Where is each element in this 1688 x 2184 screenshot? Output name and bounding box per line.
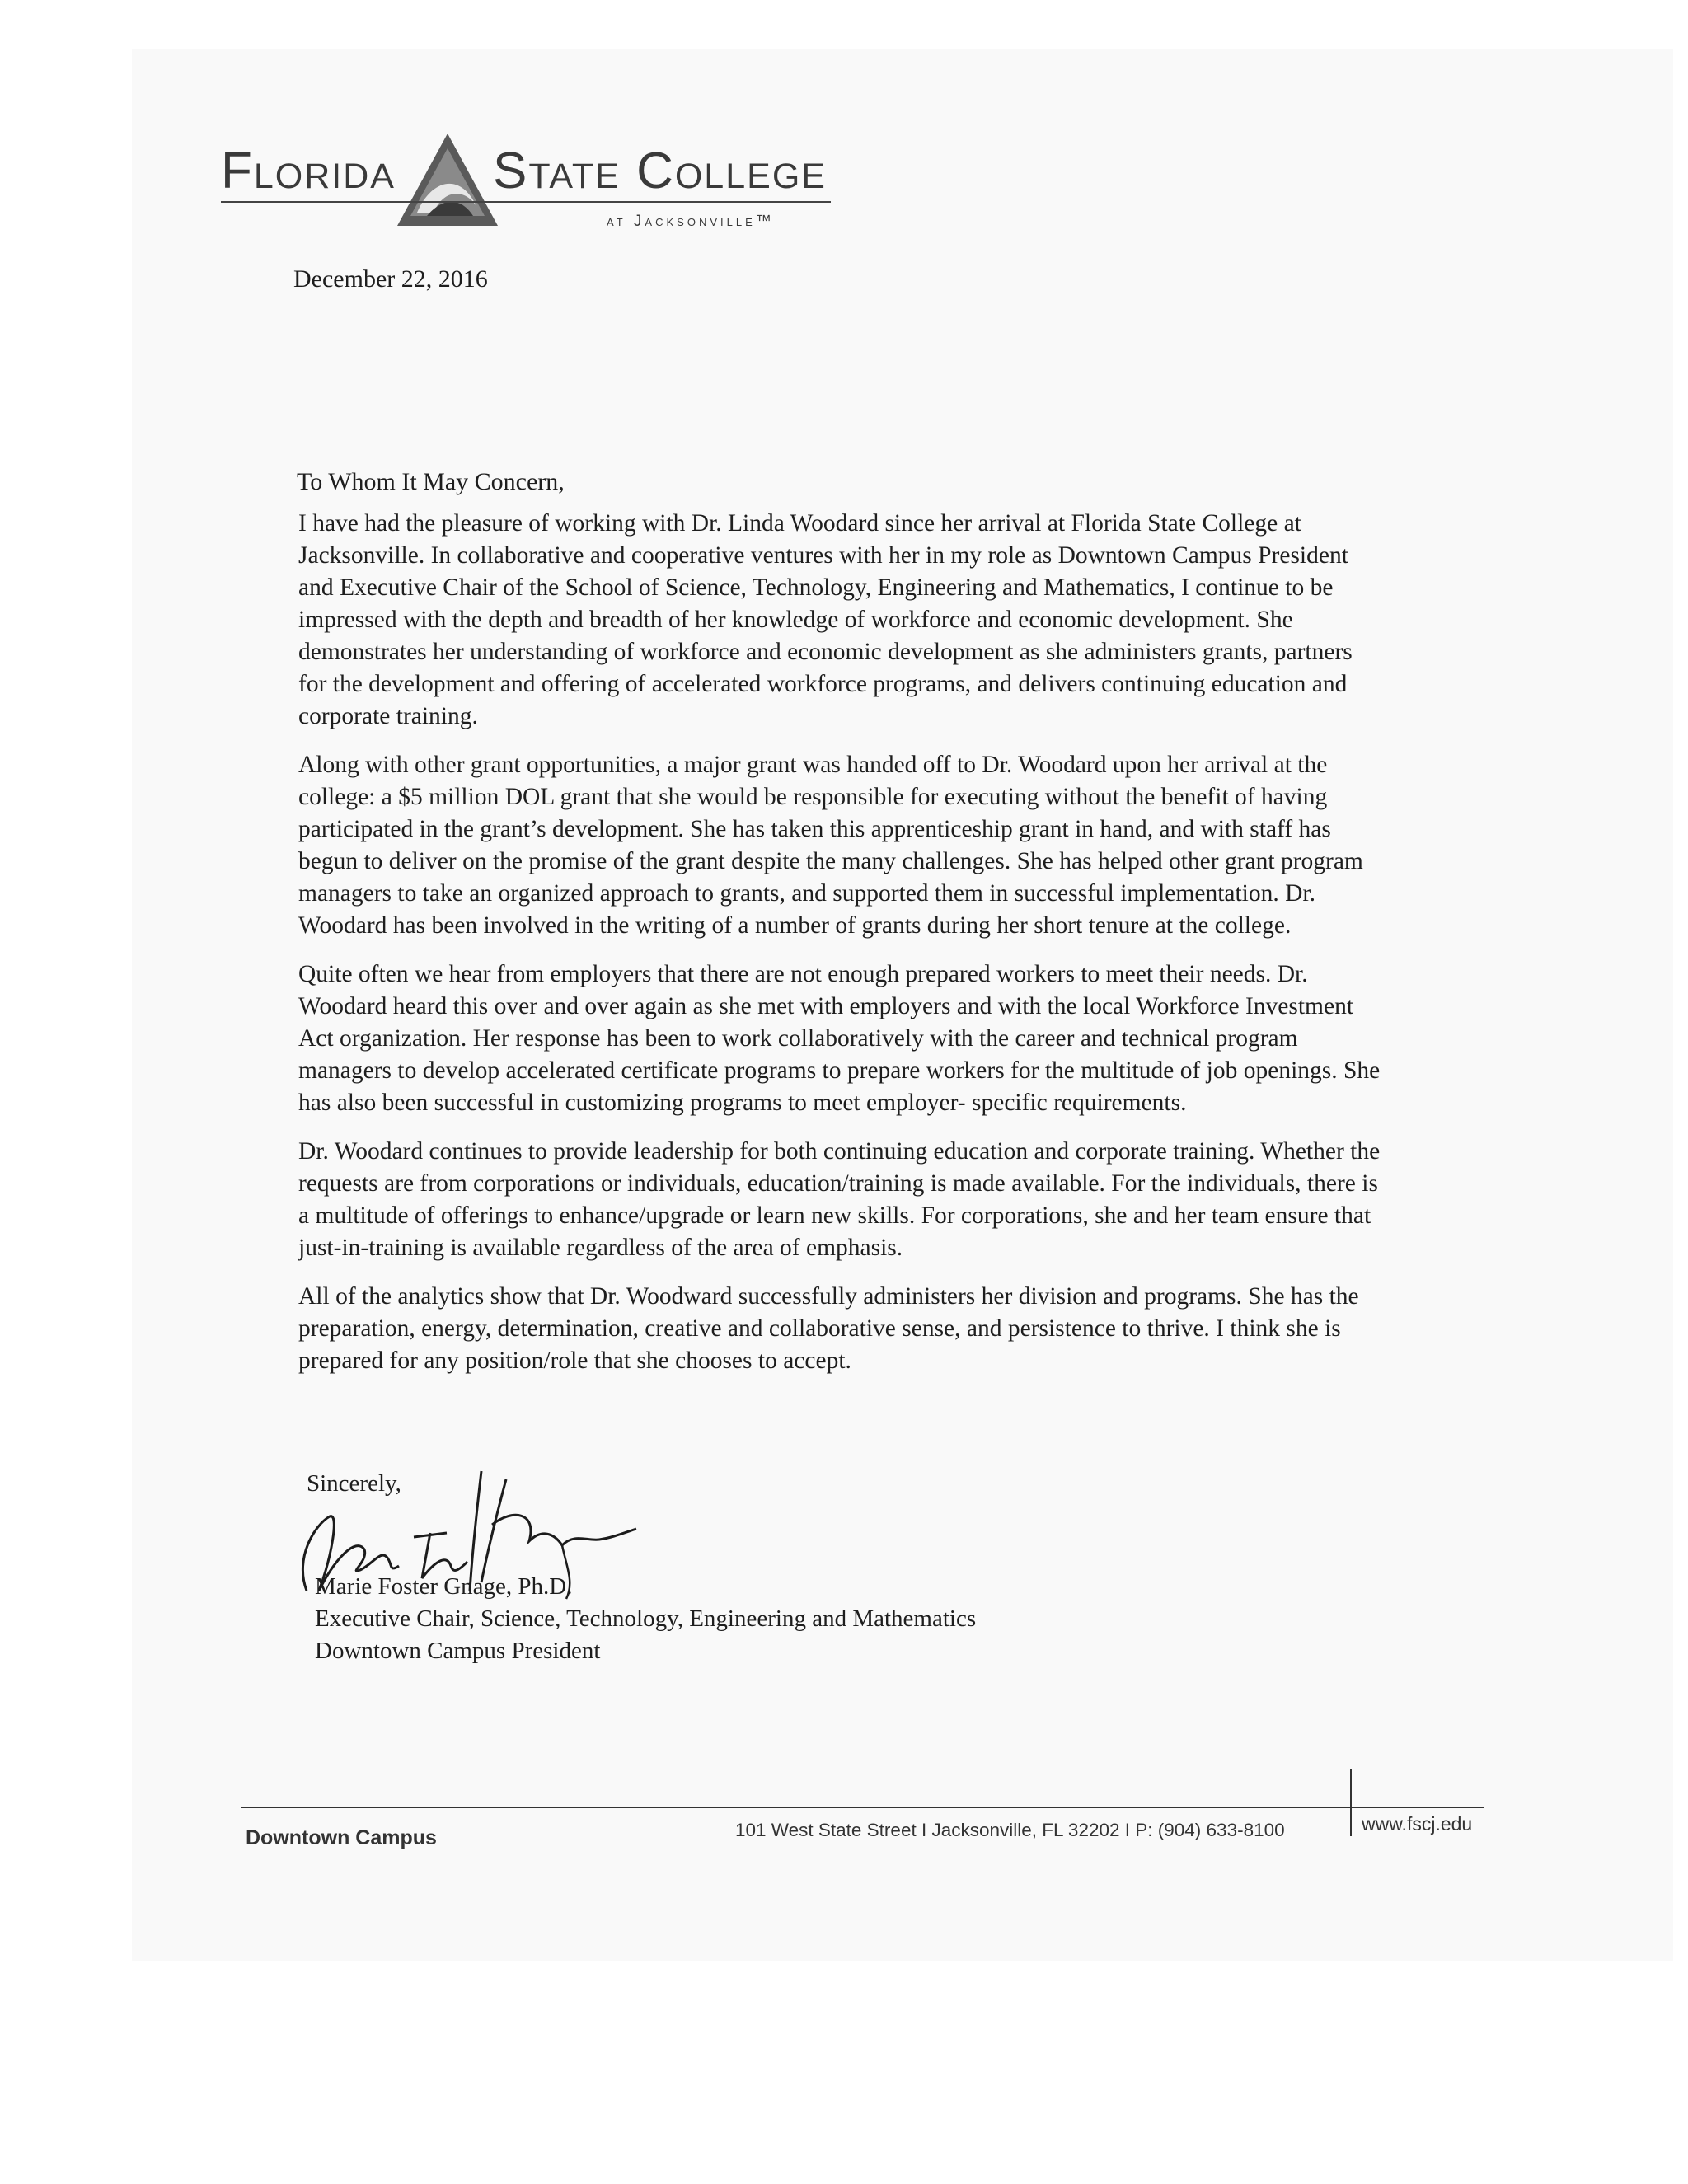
logo-rule (221, 201, 831, 203)
letter-date: December 22, 2016 (293, 265, 488, 293)
footer-rule (241, 1807, 1484, 1808)
closing: Sincerely, (307, 1470, 401, 1497)
paragraph-3: Quite often we hear from employers that there are not enough prepared workers to meet their needs. Dr. Woodard heard this over and over again as she met with employers and with the local Workforce Investment Act organization. Her response has been to work collaboratively with the career and technical program managers to develop accelerated certificate programs to prepare workers for the multitude of job openings. She has also been successful in customizing programs to meet employer- specific requirements. (298, 961, 1381, 1116)
footer-address: 101 West State Street I Jacksonville, FL 32202 I P: (904) 633-8100 (735, 1820, 1285, 1840)
paragraph-1: I have had the pleasure of working with Dr. Linda Woodard since her arrival at Florida State College at Jacksonville. In collaborative and cooperative ventures with her in my role as Downtown Campus President and Executive Chair of the School of Science, Technology, Engineering and Mathematics, I continue to be impressed with the depth and breadth of her knowledge of workforce and economic development. She demonstrates her understanding of workforce and economic development as she administers grants, partners for the development and offering of accelerated workforce programs, and delivers continuing education and corporate training. (298, 510, 1353, 729)
logo-text-right: State College (493, 143, 827, 199)
signature-block (315, 1571, 976, 1667)
logo-subtitle: at Jacksonville™ (607, 213, 775, 230)
salutation: To Whom It May Concern, (297, 468, 565, 495)
letter-body (298, 508, 1385, 1394)
logo-text-left: Florida (221, 143, 396, 199)
signer-role: Downtown Campus President (315, 1638, 601, 1664)
triangle-emblem-icon (394, 130, 501, 229)
signer-title: Executive Chair, Science, Technology, Engineering and Mathematics (315, 1605, 977, 1632)
signer-name: Marie Foster Gnage, Ph.D. (315, 1573, 573, 1600)
paragraph-2: Along with other grant opportunities, a major grant was handed off to Dr. Woodard upon her arrival at the college: a $5 million DOL grant that she would be responsible for executing without the benefit of having participated in the grant’s development. She has taken this apprenticeship grant in hand, and with staff has begun to deliver on the promise of the grant despite the many challenges. She has helped other grant program managers to take an organized approach to grants, and supported them in successful implementation. Dr. Woodard has been involved in the writing of a number of grants during her short tenure at the college. (298, 752, 1363, 939)
footer-divider (1350, 1769, 1352, 1836)
footer-campus: Downtown Campus (246, 1826, 437, 1849)
footer-website: www.fscj.edu (1362, 1813, 1473, 1835)
paragraph-4: Dr. Woodard continues to provide leadership for both continuing education and corporate training. Whether the requests are from corporations or individuals, education/training is made available. For the individuals, there is a multitude of offerings to enhance/upgrade or learn new skills. For corporations, she and her team ensure that just-in-training is available regardless of the area of emphasis. (298, 1138, 1381, 1261)
paragraph-5: All of the analytics show that Dr. Woodward successfully administers her division and programs. She has the preparation, energy, determination, creative and collaborative sense, and persistence to thrive. I think she is prepared for any position/role that she chooses to accept. (298, 1283, 1359, 1374)
college-logo (221, 130, 847, 246)
